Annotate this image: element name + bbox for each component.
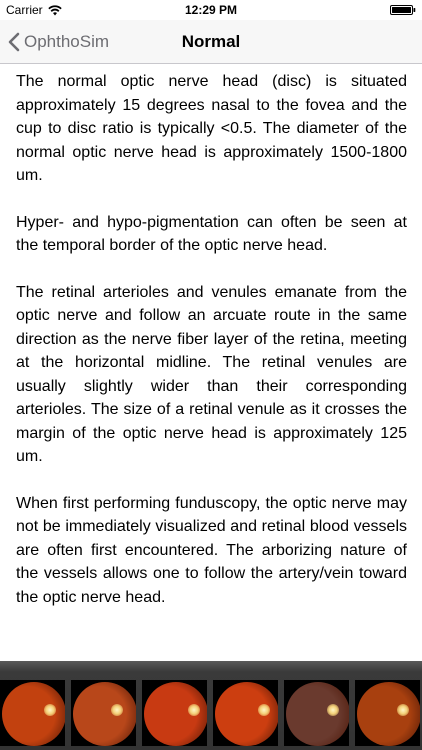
page-title: Normal [181, 32, 241, 51]
fundus-image-icon [286, 682, 349, 746]
carrier-label: Carrier [6, 3, 43, 17]
optic-disc-icon [188, 704, 200, 716]
thumbnail-6[interactable] [355, 680, 420, 746]
paragraph-retinal-vessels: The retinal arterioles and venules emanate from the optic nerve and follow an arcuate route in the same direction as the nerve fiber layer of the retina, meeting at the horizontal midline. The retinal venules are usually slightly wider than their corresponding arterioles. The size of a retinal venule as it crosses the margin of the optic nerve head is approximately 125 um. [16, 283, 407, 465]
thumbnail-3[interactable] [142, 680, 207, 746]
fundus-image-icon [357, 682, 420, 746]
status-bar [0, 0, 422, 20]
thumbnail-strip[interactable] [0, 661, 422, 750]
optic-disc-icon [327, 704, 339, 716]
navigation-bar [0, 20, 422, 64]
thumbnail-2[interactable] [71, 680, 136, 746]
back-button-label: OphthoSim [24, 32, 110, 51]
fundus-image-icon [2, 682, 65, 746]
back-button[interactable] [8, 20, 109, 64]
thumbnail-row [0, 680, 420, 746]
optic-disc-icon [44, 704, 56, 716]
fundus-image-icon [73, 682, 136, 746]
paragraph-funduscopy: When first performing funduscopy, the optic nerve may not be immediately visualized and retinal blood vessels are often first encountered. The arborizing nature of the vessels allows one to follow the artery/vein toward the optic nerve head. [16, 494, 407, 606]
battery-icon [390, 5, 416, 15]
optic-disc-icon [111, 704, 123, 716]
thumbnail-1[interactable] [0, 680, 65, 746]
status-time: 12:29 PM [184, 3, 238, 17]
thumbnail-4[interactable] [213, 680, 278, 746]
article-body [16, 70, 407, 632]
chevron-left-icon [8, 32, 20, 52]
paragraph-optic-nerve-head: The normal optic nerve head (disc) is situated approximately 15 degrees nasal to the fovea and the cup to disc ratio is typically <0.5. The diameter of the normal optic nerve head is approximately 1500-1800 um. [16, 73, 407, 184]
thumbnail-5[interactable] [284, 680, 349, 746]
optic-disc-icon [397, 704, 409, 716]
paragraph-pigmentation: Hyper- and hypo-pigmentation can often be seen at the temporal border of the optic nerve head. [16, 213, 407, 254]
optic-disc-icon [258, 704, 270, 716]
fundus-image-icon [215, 682, 278, 746]
